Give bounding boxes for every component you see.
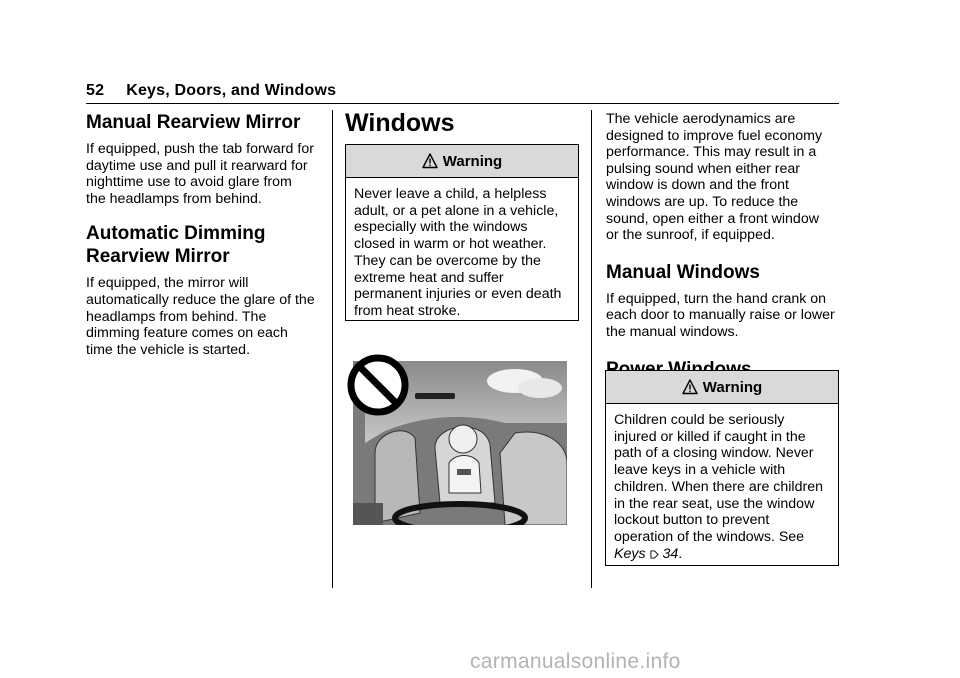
period: . xyxy=(678,545,683,562)
text-line: injured or killed if caught in the xyxy=(614,428,806,445)
heading-line: Automatic Dimming xyxy=(86,223,266,245)
text-line: permanent injuries or even death xyxy=(354,286,562,303)
text-line: each door to manually raise or lower xyxy=(606,307,835,324)
text-line: daytime use and pull it rearward for xyxy=(86,157,308,174)
column-divider-1 xyxy=(332,110,333,588)
text-line: time the vehicle is started. xyxy=(86,341,251,358)
text-line: pulsing sound when either rear xyxy=(606,160,801,177)
text-line: dimming feature comes on each xyxy=(86,325,288,342)
warning-triangle-icon xyxy=(422,153,438,169)
text-line: performance. This may result in a xyxy=(606,144,817,161)
text-line: sound, open either a front window xyxy=(606,210,819,227)
text-line: especially with the windows xyxy=(354,219,528,236)
chapter-title: Keys, Doors, and Windows xyxy=(126,82,337,99)
text-line: from heat stroke. xyxy=(354,302,461,319)
text-line: automatically reduce the glare of the xyxy=(86,291,315,308)
text-line: closed in warm or hot weather. xyxy=(354,236,547,253)
manual-mirror-text xyxy=(86,141,326,207)
text-line: adult, or a pet alone in a vehicle, xyxy=(354,202,559,219)
warning-label: Warning xyxy=(702,378,763,396)
warning-box-power-windows xyxy=(605,370,839,566)
auto-dimming-heading xyxy=(86,222,326,268)
text-line: headlamps from behind. The xyxy=(86,308,267,325)
page-number: 52 xyxy=(86,82,105,99)
text-line: If equipped, turn the hand crank on xyxy=(606,290,827,307)
text-line: children. When there are children xyxy=(614,478,823,495)
text-line: the manual windows. xyxy=(606,323,739,340)
page-reference-icon xyxy=(650,550,659,559)
text-line: designed to improve fuel economy xyxy=(606,127,823,144)
text-line: If equipped, the mirror will xyxy=(86,275,249,292)
text-line: nighttime use to avoid glare from xyxy=(86,174,292,191)
watermark: carmanualsonline.info xyxy=(470,650,681,673)
text-line: They can be overcome by the xyxy=(354,252,541,269)
warning-body xyxy=(606,404,838,562)
column-2 xyxy=(345,109,455,137)
text-line: windows are up. To reduce the xyxy=(606,193,799,210)
warning-body xyxy=(346,178,578,320)
prohibition-icon xyxy=(346,353,410,417)
text-line: window is down and the front xyxy=(606,177,789,194)
keys-page-number[interactable]: 34 xyxy=(662,545,679,562)
text-line: extreme heat and suffer xyxy=(354,269,504,286)
header-rule xyxy=(86,103,839,104)
text-line: The vehicle aerodynamics are xyxy=(606,111,796,127)
text-line: leave keys in a vehicle with xyxy=(614,462,786,479)
warning-label: Warning xyxy=(442,152,503,170)
auto-dimming-text xyxy=(86,275,326,358)
keys-reference[interactable] xyxy=(614,546,832,563)
aerodynamics-text xyxy=(606,111,844,244)
text-line: operation of the windows. See xyxy=(614,528,805,545)
text-line: lockout button to prevent xyxy=(614,512,770,529)
text-line: or the sunroof, if equipped. xyxy=(606,227,775,244)
column-3 xyxy=(606,111,844,381)
text-line: Children could be seriously xyxy=(614,412,785,428)
manual-windows-heading: Manual Windows xyxy=(606,261,760,283)
keys-link[interactable]: Keys xyxy=(614,545,646,562)
text-line: Never leave a child, a helpless xyxy=(354,186,547,202)
column-divider-2 xyxy=(591,110,592,588)
page-header xyxy=(86,82,336,100)
manual-windows-text xyxy=(606,291,844,341)
warning-box-windows xyxy=(345,144,579,321)
warning-triangle-icon xyxy=(682,379,698,395)
warning-header xyxy=(606,371,838,404)
text-line: If equipped, push the tab forward for xyxy=(86,141,314,157)
column-1 xyxy=(86,111,326,358)
text-line: the headlamps from behind. xyxy=(86,190,262,207)
text-line: path of a closing window. Never xyxy=(614,445,814,462)
windows-heading: Windows xyxy=(345,109,455,137)
text-line: in the rear seat, use the window xyxy=(614,495,815,512)
warning-header xyxy=(346,145,578,178)
heading-line: Rearview Mirror xyxy=(86,246,230,268)
manual-rearview-mirror-heading: Manual Rearview Mirror xyxy=(86,112,301,133)
